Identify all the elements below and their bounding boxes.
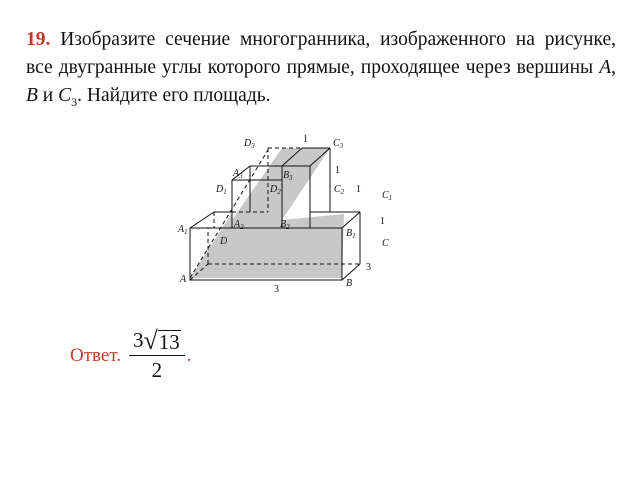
answer-block <box>70 328 191 383</box>
label-a1: $A_1$ <box>178 224 188 236</box>
vertex-a: A <box>599 57 612 78</box>
label-a2: $A_2$ <box>234 219 244 231</box>
answer-coef: 3 <box>132 328 144 352</box>
label-a3: $A_3$ <box>233 168 243 180</box>
polyhedron-figure <box>170 128 410 298</box>
problem-number: 19. <box>26 29 51 50</box>
answer-label: Ответ. <box>70 344 121 366</box>
label-d2: $D_2$ <box>270 184 281 196</box>
label-c1: $C_1$ <box>382 190 393 202</box>
answer-period: . <box>186 344 192 366</box>
label-b1: $B_1$ <box>346 228 356 240</box>
vertex-c3-sub: 3 <box>71 94 78 109</box>
vertex-b: B <box>26 85 38 106</box>
sqrt-icon: √ <box>143 326 158 355</box>
problem-statement <box>26 26 616 116</box>
label-b: B <box>346 278 353 289</box>
label-b3: $B_3$ <box>283 170 293 182</box>
label-c2: $C_2$ <box>334 184 345 196</box>
problem-text-1: Изобразите сечение многогранника, изображенного на рисунке, все двугранные углы которого прямые, проходящее через вершины <box>26 29 616 78</box>
label-c: C <box>382 238 389 249</box>
label-d1: $D_1$ <box>216 184 227 196</box>
label-b2: $B_2$ <box>280 219 290 231</box>
fraction-denominator: 2 <box>151 358 163 382</box>
label-c3: $C_3$ <box>333 138 344 150</box>
fraction-numerator <box>129 328 185 356</box>
label-d: D <box>220 236 228 247</box>
problem-text-2: . Найдите его площадь. <box>77 85 271 106</box>
label-a: A <box>180 274 187 285</box>
label-d3: $D_3$ <box>244 138 255 150</box>
dim-top-height: 1 <box>335 165 340 176</box>
separator: и <box>37 85 59 106</box>
vertex-c3: C <box>58 85 72 106</box>
dim-top-width: 1 <box>303 134 308 145</box>
answer-radicand: 13 <box>158 330 180 354</box>
dim-width: 3 <box>274 284 279 295</box>
separator: , <box>611 57 616 78</box>
dim-right-step: 1 <box>356 184 361 195</box>
dim-depth: 3 <box>366 262 371 273</box>
answer-fraction <box>129 328 185 383</box>
dim-side-height: 1 <box>380 216 385 227</box>
